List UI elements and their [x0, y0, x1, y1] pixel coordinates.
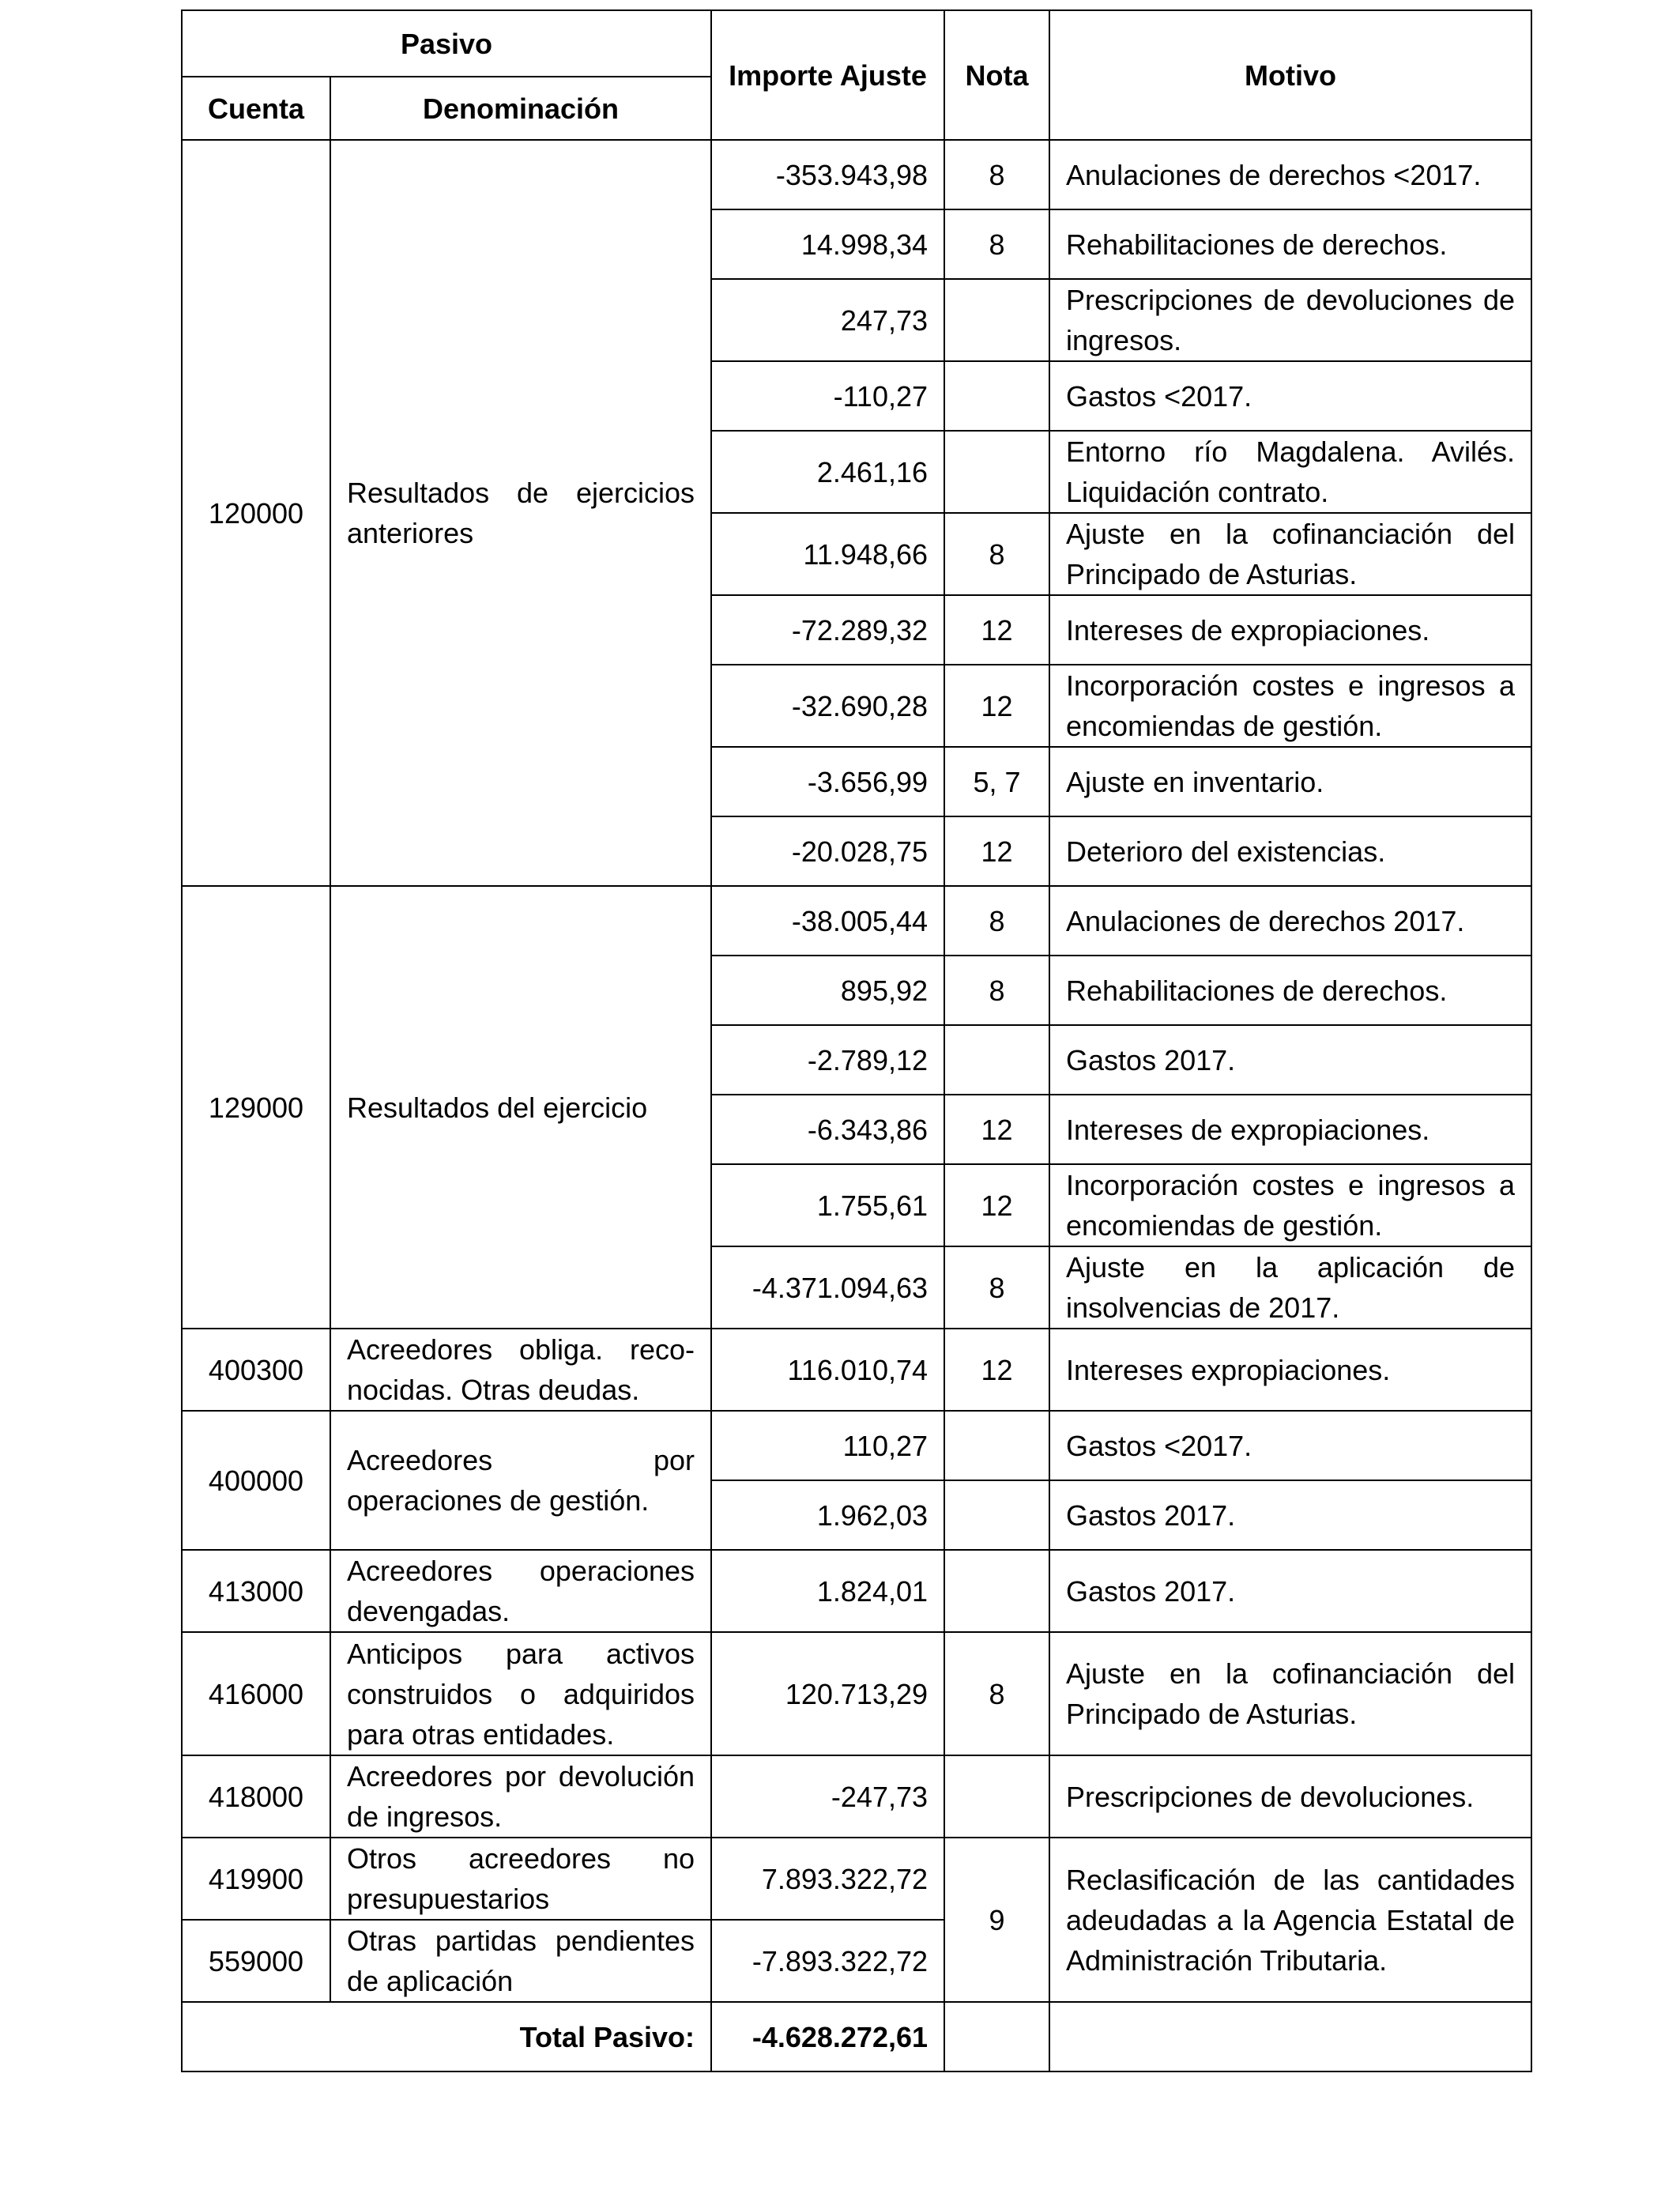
motivo-cell: Rehabilitaciones de derechos. [1049, 209, 1531, 279]
nota-cell: 8 [944, 513, 1049, 595]
nota-cell: 8 [944, 1632, 1049, 1755]
importe-cell: -6.343,86 [711, 1095, 944, 1164]
denominacion-cell: Otras partidas pendientes de aplicación [330, 1920, 711, 2002]
cuenta-cell: 418000 [182, 1755, 330, 1838]
header-cuenta: Cuenta [182, 77, 330, 140]
importe-cell: 247,73 [711, 279, 944, 361]
nota-cell: 9 [944, 1838, 1049, 2002]
table-row [182, 1411, 1531, 1480]
header-pasivo: Pasivo [182, 10, 711, 77]
total-nota-empty [944, 2002, 1049, 2071]
nota-cell: 8 [944, 1246, 1049, 1329]
importe-cell: 120.713,29 [711, 1632, 944, 1755]
importe-cell: -20.028,75 [711, 816, 944, 886]
header-denominacion: Denominación [330, 77, 711, 140]
motivo-cell: Gastos <2017. [1049, 361, 1531, 431]
motivo-cell: Ajuste en la cofinanciación del Principado de Asturias. [1049, 513, 1531, 595]
importe-cell: 7.893.322,72 [711, 1838, 944, 1920]
table-row [182, 1755, 1531, 1838]
nota-cell [944, 431, 1049, 513]
importe-cell: -2.789,12 [711, 1025, 944, 1095]
motivo-cell: Deterioro del existencias. [1049, 816, 1531, 886]
importe-cell: -3.656,99 [711, 747, 944, 816]
nota-cell: 12 [944, 1095, 1049, 1164]
importe-cell: 11.948,66 [711, 513, 944, 595]
denominacion-cell: Acreedores operaciones devengadas. [330, 1550, 711, 1632]
motivo-cell: Ajuste en la aplicación de insolvencias de 2017. [1049, 1246, 1531, 1329]
nota-cell: 12 [944, 595, 1049, 665]
motivo-cell: Gastos 2017. [1049, 1550, 1531, 1632]
importe-cell: 14.998,34 [711, 209, 944, 279]
cuenta-cell: 413000 [182, 1550, 330, 1632]
header-nota: Nota [944, 10, 1049, 140]
nota-cell [944, 1755, 1049, 1838]
importe-cell: -110,27 [711, 361, 944, 431]
cuenta-cell: 120000 [182, 140, 330, 886]
denominacion-cell: Otros acreedores no presupuestarios [330, 1838, 711, 1920]
total-importe: -4.628.272,61 [711, 2002, 944, 2071]
header-motivo: Motivo [1049, 10, 1531, 140]
nota-cell [944, 279, 1049, 361]
motivo-cell: Incorporación costes e ingresos a encomiendas de gestión. [1049, 665, 1531, 747]
importe-cell: -32.690,28 [711, 665, 944, 747]
cuenta-cell: 400300 [182, 1329, 330, 1411]
motivo-cell: Anulaciones de derechos 2017. [1049, 886, 1531, 956]
importe-cell: -353.943,98 [711, 140, 944, 209]
nota-cell [944, 1025, 1049, 1095]
table-row [182, 1838, 1531, 1920]
importe-cell: -247,73 [711, 1755, 944, 1838]
motivo-cell: Gastos <2017. [1049, 1411, 1531, 1480]
denominacion-cell: Acreedores por operaciones de gestión. [330, 1411, 711, 1550]
importe-cell: 1.824,01 [711, 1550, 944, 1632]
table-row [182, 1550, 1531, 1632]
total-motivo-empty [1049, 2002, 1531, 2071]
nota-cell: 12 [944, 1164, 1049, 1246]
cuenta-cell: 416000 [182, 1632, 330, 1755]
motivo-cell: Intereses de expropiaciones. [1049, 595, 1531, 665]
nota-cell: 8 [944, 956, 1049, 1025]
motivo-cell: Entorno río Magdalena. Avilés. Liquidación contrato. [1049, 431, 1531, 513]
nota-cell: 12 [944, 665, 1049, 747]
denominacion-cell: Anticipos para activos construidos o adquiridos para otras entidades. [330, 1632, 711, 1755]
importe-cell: -38.005,44 [711, 886, 944, 956]
motivo-cell: Rehabilitaciones de derechos. [1049, 956, 1531, 1025]
importe-cell: -4.371.094,63 [711, 1246, 944, 1329]
motivo-cell: Reclasificación de las cantidades adeudadas a la Agencia Estatal de Administración Tributaria. [1049, 1838, 1531, 2002]
table-row [182, 1632, 1531, 1755]
total-label: Total Pasivo: [182, 2002, 711, 2071]
importe-cell: -72.289,32 [711, 595, 944, 665]
importe-cell: 1.962,03 [711, 1480, 944, 1550]
denominacion-cell: Resultados de ejercicios anteriores [330, 140, 711, 886]
importe-cell: 2.461,16 [711, 431, 944, 513]
cuenta-cell: 129000 [182, 886, 330, 1329]
importe-cell: -7.893.322,72 [711, 1920, 944, 2002]
nota-cell: 8 [944, 140, 1049, 209]
motivo-cell: Ajuste en inventario. [1049, 747, 1531, 816]
header-importe-ajuste: Importe Ajuste [711, 10, 944, 140]
table-row [182, 886, 1531, 956]
nota-cell [944, 1480, 1049, 1550]
importe-cell: 116.010,74 [711, 1329, 944, 1411]
motivo-cell: Gastos 2017. [1049, 1480, 1531, 1550]
nota-cell: 5, 7 [944, 747, 1049, 816]
pasivo-adjustments-table [181, 9, 1532, 2072]
table-row [182, 1329, 1531, 1411]
nota-cell [944, 1411, 1049, 1480]
motivo-cell: Anulaciones de derechos <2017. [1049, 140, 1531, 209]
nota-cell: 8 [944, 209, 1049, 279]
denominacion-cell: Resultados del ejercicio [330, 886, 711, 1329]
denominacion-cell: Acreedores obliga. reco-nocidas. Otras deudas. [330, 1329, 711, 1411]
cuenta-cell: 419900 [182, 1838, 330, 1920]
cuenta-cell: 400000 [182, 1411, 330, 1550]
motivo-cell: Prescripciones de devoluciones de ingresos. [1049, 279, 1531, 361]
importe-cell: 1.755,61 [711, 1164, 944, 1246]
nota-cell: 12 [944, 816, 1049, 886]
total-row [182, 2002, 1531, 2071]
denominacion-cell: Acreedores por devolución de ingresos. [330, 1755, 711, 1838]
nota-cell: 8 [944, 886, 1049, 956]
motivo-cell: Incorporación costes e ingresos a encomiendas de gestión. [1049, 1164, 1531, 1246]
nota-cell [944, 361, 1049, 431]
cuenta-cell: 559000 [182, 1920, 330, 2002]
nota-cell [944, 1550, 1049, 1632]
motivo-cell: Prescripciones de devoluciones. [1049, 1755, 1531, 1838]
nota-cell: 12 [944, 1329, 1049, 1411]
importe-cell: 895,92 [711, 956, 944, 1025]
motivo-cell: Intereses de expropiaciones. [1049, 1095, 1531, 1164]
motivo-cell: Ajuste en la cofinanciación del Principado de Asturias. [1049, 1632, 1531, 1755]
importe-cell: 110,27 [711, 1411, 944, 1480]
motivo-cell: Gastos 2017. [1049, 1025, 1531, 1095]
table-row [182, 140, 1531, 209]
motivo-cell: Intereses expropiaciones. [1049, 1329, 1531, 1411]
